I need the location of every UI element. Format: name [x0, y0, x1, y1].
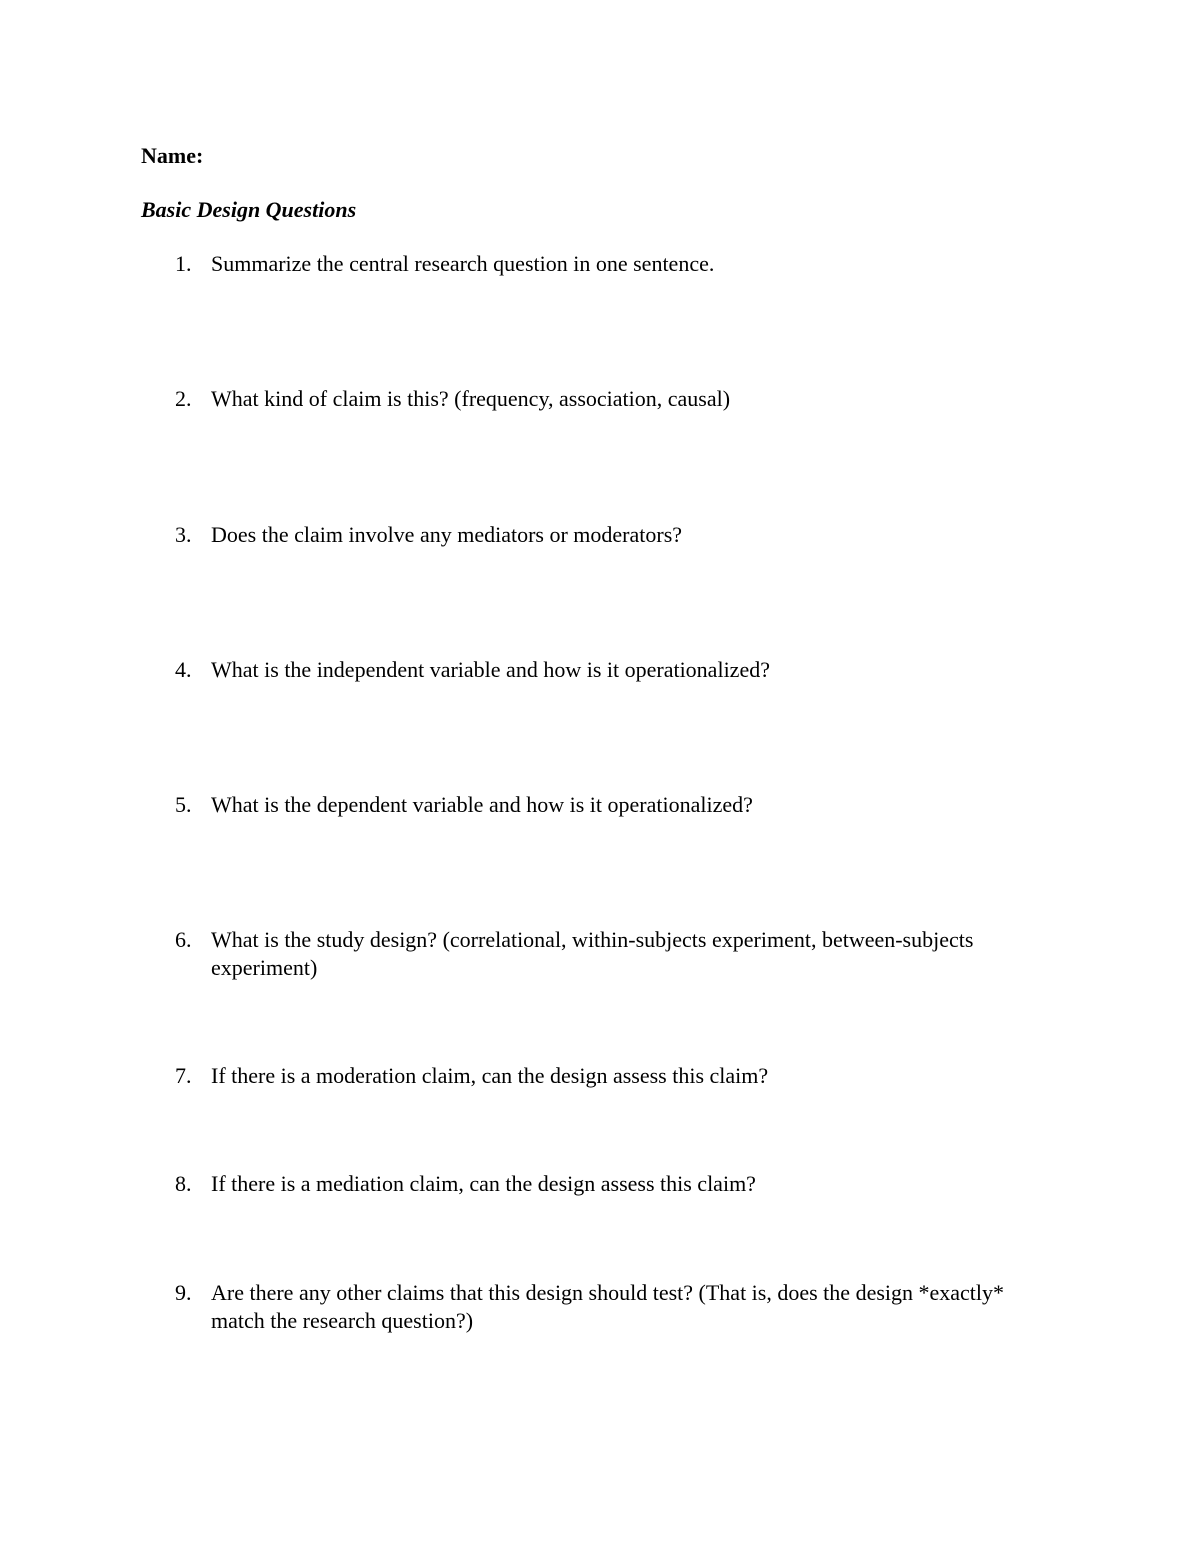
question-number: 1.	[175, 251, 192, 276]
name-label: Name:	[141, 143, 204, 168]
question-item	[175, 1062, 1055, 1090]
question-item	[175, 250, 1055, 278]
question-text: Does the claim involve any mediators or moderators?	[211, 522, 683, 547]
question-text: What kind of claim is this? (frequency, association, causal)	[211, 386, 731, 411]
section-title: Basic Design Questions	[141, 197, 357, 222]
question-number: 9.	[175, 1280, 192, 1305]
question-text: What is the independent variable and how is it operationalized?	[211, 657, 770, 682]
question-text: If there is a moderation claim, can the design assess this claim?	[211, 1063, 769, 1088]
question-number: 5.	[175, 792, 192, 817]
question-item	[175, 926, 1055, 982]
question-text: Are there any other claims that this design should test? (That is, does the design *exactly* match the research question?)	[211, 1280, 1005, 1333]
question-text: What is the dependent variable and how is it operationalized?	[211, 792, 753, 817]
question-item	[175, 791, 1055, 819]
question-text: What is the study design? (correlational, within-subjects experiment, between-subjects experiment)	[211, 927, 974, 980]
question-text: If there is a mediation claim, can the design assess this claim?	[211, 1171, 756, 1196]
question-number: 4.	[175, 657, 192, 682]
question-text: Summarize the central research question in one sentence.	[211, 251, 715, 276]
question-number: 3.	[175, 522, 192, 547]
question-item	[175, 1279, 1055, 1335]
question-number: 7.	[175, 1063, 192, 1088]
question-number: 6.	[175, 927, 192, 952]
question-item	[175, 521, 1055, 549]
question-number: 2.	[175, 386, 192, 411]
question-item	[175, 656, 1055, 684]
question-item	[175, 1170, 1055, 1198]
question-number: 8.	[175, 1171, 192, 1196]
question-item	[175, 385, 1055, 413]
